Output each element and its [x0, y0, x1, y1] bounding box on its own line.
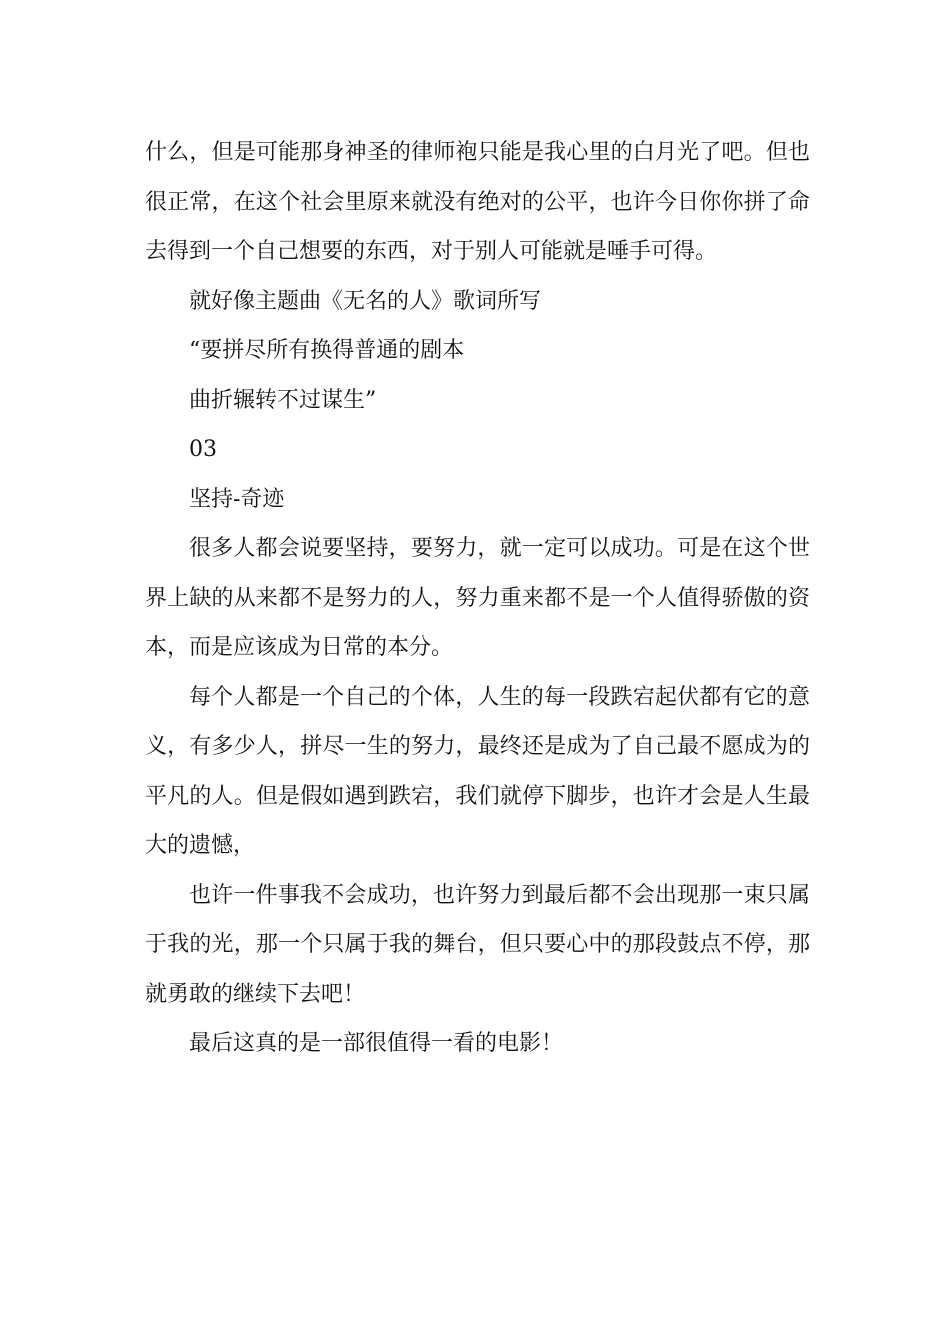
- lyric-line-1: “要拼尽所有换得普通的剧本: [189, 338, 465, 363]
- paragraph-individual: 每个人都是一个自己的个体，人生的每一段跌宕起伏都有它的意义，有多少人，拼尽一生的努力，最终还是成为了自己最不愿成为的平凡的人。但是假如遇到跌宕，我们就停下脚步，也许才会是人生最大的遗憾，: [145, 684, 810, 858]
- paragraph-keep-going: 也许一件事我不会成功，也许努力到最后都不会出现那一束只属于我的光，那一个只属于我的舞台，但只要心中的那段鼓点不停，那就勇敢的继续下去吧！: [145, 882, 810, 1007]
- paragraph-theme-song-intro: 就好像主题曲《无名的人》歌词所写: [189, 288, 542, 314]
- paragraph-persistence: 很多人都会说要坚持，要努力，就一定可以成功。可是在这个世界上缺的从来都不是努力的人，努力重来都不是一个人值得骄傲的资本，而是应该成为日常的本分。: [145, 536, 810, 660]
- paragraph-continuation: 什么，但是可能那身神圣的律师袍只能是我心里的白月光了吧。但也很正常，在这个社会里原来就没有绝对的公平，也许今日你你拼了命去得到一个自己想要的东西，对于别人可能就是唾手可得。: [145, 140, 810, 264]
- section-number: 03: [189, 437, 217, 462]
- lyric-line-2: 曲折辗转不过谋生”: [189, 387, 377, 413]
- section-heading: 坚持-奇迹: [189, 486, 285, 512]
- paragraph-conclusion: 最后这真的是一部很值得一看的电影！: [189, 1031, 564, 1056]
- document-page: [145, 128, 810, 1069]
